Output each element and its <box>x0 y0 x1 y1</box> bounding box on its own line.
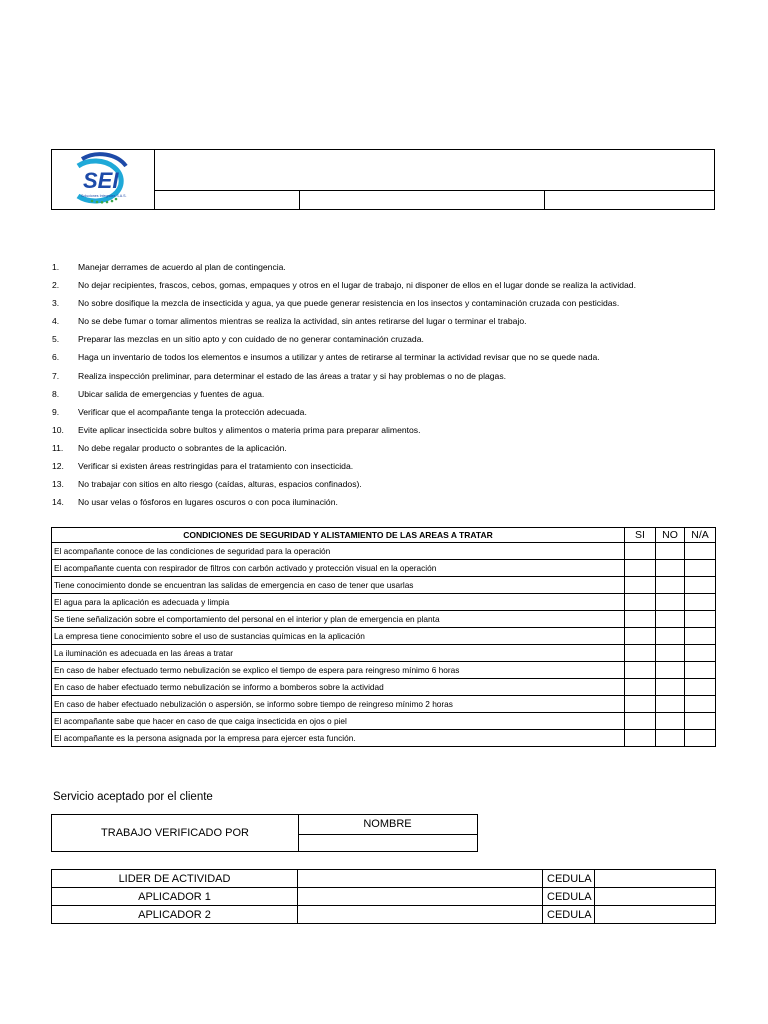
instruction-text: No debe regalar producto o sobrantes de la aplicación. <box>78 442 287 453</box>
checklist-row <box>52 645 716 662</box>
instruction-item <box>52 439 722 457</box>
checkbox-si[interactable] <box>625 662 656 679</box>
checklist-row <box>52 560 716 577</box>
checkbox-na[interactable] <box>685 645 716 662</box>
checklist-question: La iluminación es adecuada en las áreas a tratar <box>52 645 625 662</box>
checklist-row <box>52 594 716 611</box>
accepted-label: Servicio aceptado por el cliente <box>53 791 213 803</box>
checkbox-no[interactable] <box>656 730 685 747</box>
instruction-item <box>52 348 722 366</box>
instruction-number: 6. <box>52 352 60 363</box>
checkbox-na[interactable] <box>685 713 716 730</box>
checkbox-na[interactable] <box>685 696 716 713</box>
instruction-text: Ubicar salida de emergencias y fuentes de agua. <box>78 388 265 399</box>
col-na: N/A <box>685 528 716 543</box>
instruction-number: 9. <box>52 406 60 417</box>
staff-name-field[interactable] <box>298 906 543 924</box>
instruction-item <box>52 276 722 294</box>
staff-role: APLICADOR 2 <box>52 906 298 924</box>
instruction-text: Realiza inspección preliminar, para determinar el estado de las áreas a tratar y si hay problemas o no de plagas. <box>78 370 507 381</box>
checklist-row <box>52 543 716 560</box>
checkbox-no[interactable] <box>656 713 685 730</box>
checkbox-no[interactable] <box>656 543 685 560</box>
cedula-label: CEDULA <box>543 870 595 888</box>
instruction-number: 10. <box>52 424 64 435</box>
instruction-number: 5. <box>52 334 60 345</box>
checkbox-si[interactable] <box>625 577 656 594</box>
instruction-item <box>52 294 722 312</box>
document-header <box>51 149 715 210</box>
instruction-item <box>52 312 722 330</box>
instruction-text: Haga un inventario de todos los elementos e insumos a utilizar y antes de retirarse al terminar la actividad revisar que no se quede nada. <box>78 352 600 363</box>
checkbox-si[interactable] <box>625 696 656 713</box>
instruction-item <box>52 330 722 348</box>
checkbox-no[interactable] <box>656 611 685 628</box>
instruction-number: 14. <box>52 497 64 508</box>
logo-text: SEI <box>83 168 119 193</box>
cedula-label: CEDULA <box>543 906 595 924</box>
staff-row <box>52 870 716 888</box>
instruction-number: 4. <box>52 316 60 327</box>
header-info-row <box>154 190 714 210</box>
checkbox-no[interactable] <box>656 577 685 594</box>
name-header: NOMBRE <box>298 815 477 835</box>
instruction-item <box>52 385 722 403</box>
staff-role: APLICADOR 1 <box>52 888 298 906</box>
checkbox-na[interactable] <box>685 543 716 560</box>
checklist-question: En caso de haber efectuado termo nebulización se explico el tiempo de espera para reingreso mínimo 6 horas <box>52 662 625 679</box>
header-divider <box>299 191 300 210</box>
instruction-text: No dejar recipientes, frascos, cebos, gomas, empaques y otros en el lugar de trabajo, ni disponer de ellos en el lugar donde se realiza la actividad. <box>78 280 636 291</box>
company-logo <box>52 150 154 208</box>
header-divider <box>544 191 545 210</box>
checkbox-na[interactable] <box>685 611 716 628</box>
instruction-item <box>52 493 722 511</box>
col-si: SI <box>625 528 656 543</box>
checklist-question: El acompañante sabe que hacer en caso de que caiga insecticida en ojos o piel <box>52 713 625 730</box>
instruction-text: Preparar las mezclas en un sitio apto y con cuidado de no generar contaminación cruzada. <box>78 334 424 345</box>
cedula-label: CEDULA <box>543 888 595 906</box>
checkbox-na[interactable] <box>685 679 716 696</box>
checklist-question: El agua para la aplicación es adecuada y limpia <box>52 594 625 611</box>
checkbox-na[interactable] <box>685 594 716 611</box>
instruction-text: No sobre dosifique la mezcla de insecticida y agua, ya que puede generar resistencia en los insectos y contaminación cruzada con pesticidas. <box>78 298 620 309</box>
instruction-number: 8. <box>52 388 60 399</box>
checkbox-no[interactable] <box>656 594 685 611</box>
instruction-number: 1. <box>52 262 60 272</box>
checkbox-no[interactable] <box>656 696 685 713</box>
instruction-item <box>52 403 722 421</box>
checklist-row <box>52 628 716 645</box>
checklist-row <box>52 713 716 730</box>
instruction-item <box>52 367 722 385</box>
checkbox-no[interactable] <box>656 645 685 662</box>
instruction-number: 3. <box>52 298 60 309</box>
checkbox-na[interactable] <box>685 730 716 747</box>
checklist-question: Se tiene señalización sobre el comportamiento del personal en el interior y plan de emergencia en planta <box>52 611 625 628</box>
checkbox-si[interactable] <box>625 730 656 747</box>
logo-subtext: Soluciones Integrales S.A.S. <box>81 194 127 198</box>
instruction-text: Verificar si existen áreas restringidas para el tratamiento con insecticida. <box>78 461 354 472</box>
staff-table <box>51 869 716 924</box>
staff-name-field[interactable] <box>298 870 543 888</box>
staff-row <box>52 906 716 924</box>
safety-checklist-table <box>51 527 716 747</box>
checklist-question: El acompañante cuenta con respirador de filtros con carbón activado y protección visual en la operación <box>52 560 625 577</box>
instruction-item <box>52 258 722 276</box>
verification-box <box>51 814 478 852</box>
instruction-number: 7. <box>52 370 60 381</box>
checkbox-si[interactable] <box>625 560 656 577</box>
checkbox-si[interactable] <box>625 628 656 645</box>
instruction-text: No usar velas o fósforos en lugares oscuros o con poca iluminación. <box>78 497 338 508</box>
checklist-question: En caso de haber efectuado nebulización o aspersión, se informo sobre tiempo de reingreso mínimo 2 horas <box>52 696 625 713</box>
checklist-row <box>52 662 716 679</box>
checklist-row <box>52 611 716 628</box>
instruction-item <box>52 421 722 439</box>
instructions-list <box>52 258 722 511</box>
checkbox-no[interactable] <box>656 560 685 577</box>
checklist-question: En caso de haber efectuado termo nebulización se informo a bomberos sobre la actividad <box>52 679 625 696</box>
staff-row <box>52 888 716 906</box>
checkbox-na[interactable] <box>685 628 716 645</box>
checklist-row <box>52 577 716 594</box>
instruction-number: 12. <box>52 461 64 472</box>
instruction-item <box>52 475 722 493</box>
checkbox-no[interactable] <box>656 628 685 645</box>
checklist-row <box>52 696 716 713</box>
checkbox-si[interactable] <box>625 645 656 662</box>
instruction-text: No se debe fumar o tomar alimentos mientras se realiza la actividad, sin antes retirarse del lugar o terminar el trabajo. <box>78 316 527 327</box>
instruction-text: Verificar que el acompañante tenga la protección adecuada. <box>78 406 307 417</box>
instruction-number: 2. <box>52 280 60 291</box>
instruction-text: Evite aplicar insecticida sobre bultos y alimentos o materia prima para preparar alimentos. <box>78 424 421 435</box>
checklist-row <box>52 730 716 747</box>
instruction-text: No trabajar con sitios en alto riesgo (caídas, alturas, espacios confinados). <box>78 479 362 490</box>
col-no: NO <box>656 528 685 543</box>
instruction-number: 11. <box>52 442 64 453</box>
checklist-question: El acompañante es la persona asignada por la empresa para ejercer esta función. <box>52 730 625 747</box>
checkbox-na[interactable] <box>685 560 716 577</box>
checkbox-na[interactable] <box>685 662 716 679</box>
staff-role: LIDER DE ACTIVIDAD <box>52 870 298 888</box>
cedula-field[interactable] <box>595 906 716 924</box>
staff-name-field[interactable] <box>298 888 543 906</box>
checklist-question: La empresa tiene conocimiento sobre el uso de sustancias químicas en la aplicación <box>52 628 625 645</box>
checklist-question: Tiene conocimiento donde se encuentran las salidas de emergencia en caso de tener que usarlas <box>52 577 625 594</box>
checkbox-si[interactable] <box>625 713 656 730</box>
checkbox-no[interactable] <box>656 679 685 696</box>
instruction-number: 13. <box>52 479 64 490</box>
checkbox-si[interactable] <box>625 543 656 560</box>
cedula-field[interactable] <box>595 888 716 906</box>
instruction-text: Manejar derrames de acuerdo al plan de contingencia. <box>78 262 286 272</box>
checklist-question: El acompañante conoce de las condiciones de seguridad para la operación <box>52 543 625 560</box>
instruction-item <box>52 457 722 475</box>
checkbox-si[interactable] <box>625 594 656 611</box>
verified-by-label: TRABAJO VERIFICADO POR <box>52 815 299 851</box>
checkbox-na[interactable] <box>685 577 716 594</box>
checkbox-si[interactable] <box>625 679 656 696</box>
checkbox-si[interactable] <box>625 611 656 628</box>
logo-cell <box>52 150 155 209</box>
cedula-field[interactable] <box>595 870 716 888</box>
checklist-row <box>52 679 716 696</box>
checkbox-no[interactable] <box>656 662 685 679</box>
checklist-title: CONDICIONES DE SEGURIDAD Y ALISTAMIENTO DE LAS AREAS A TRATAR <box>52 528 625 543</box>
